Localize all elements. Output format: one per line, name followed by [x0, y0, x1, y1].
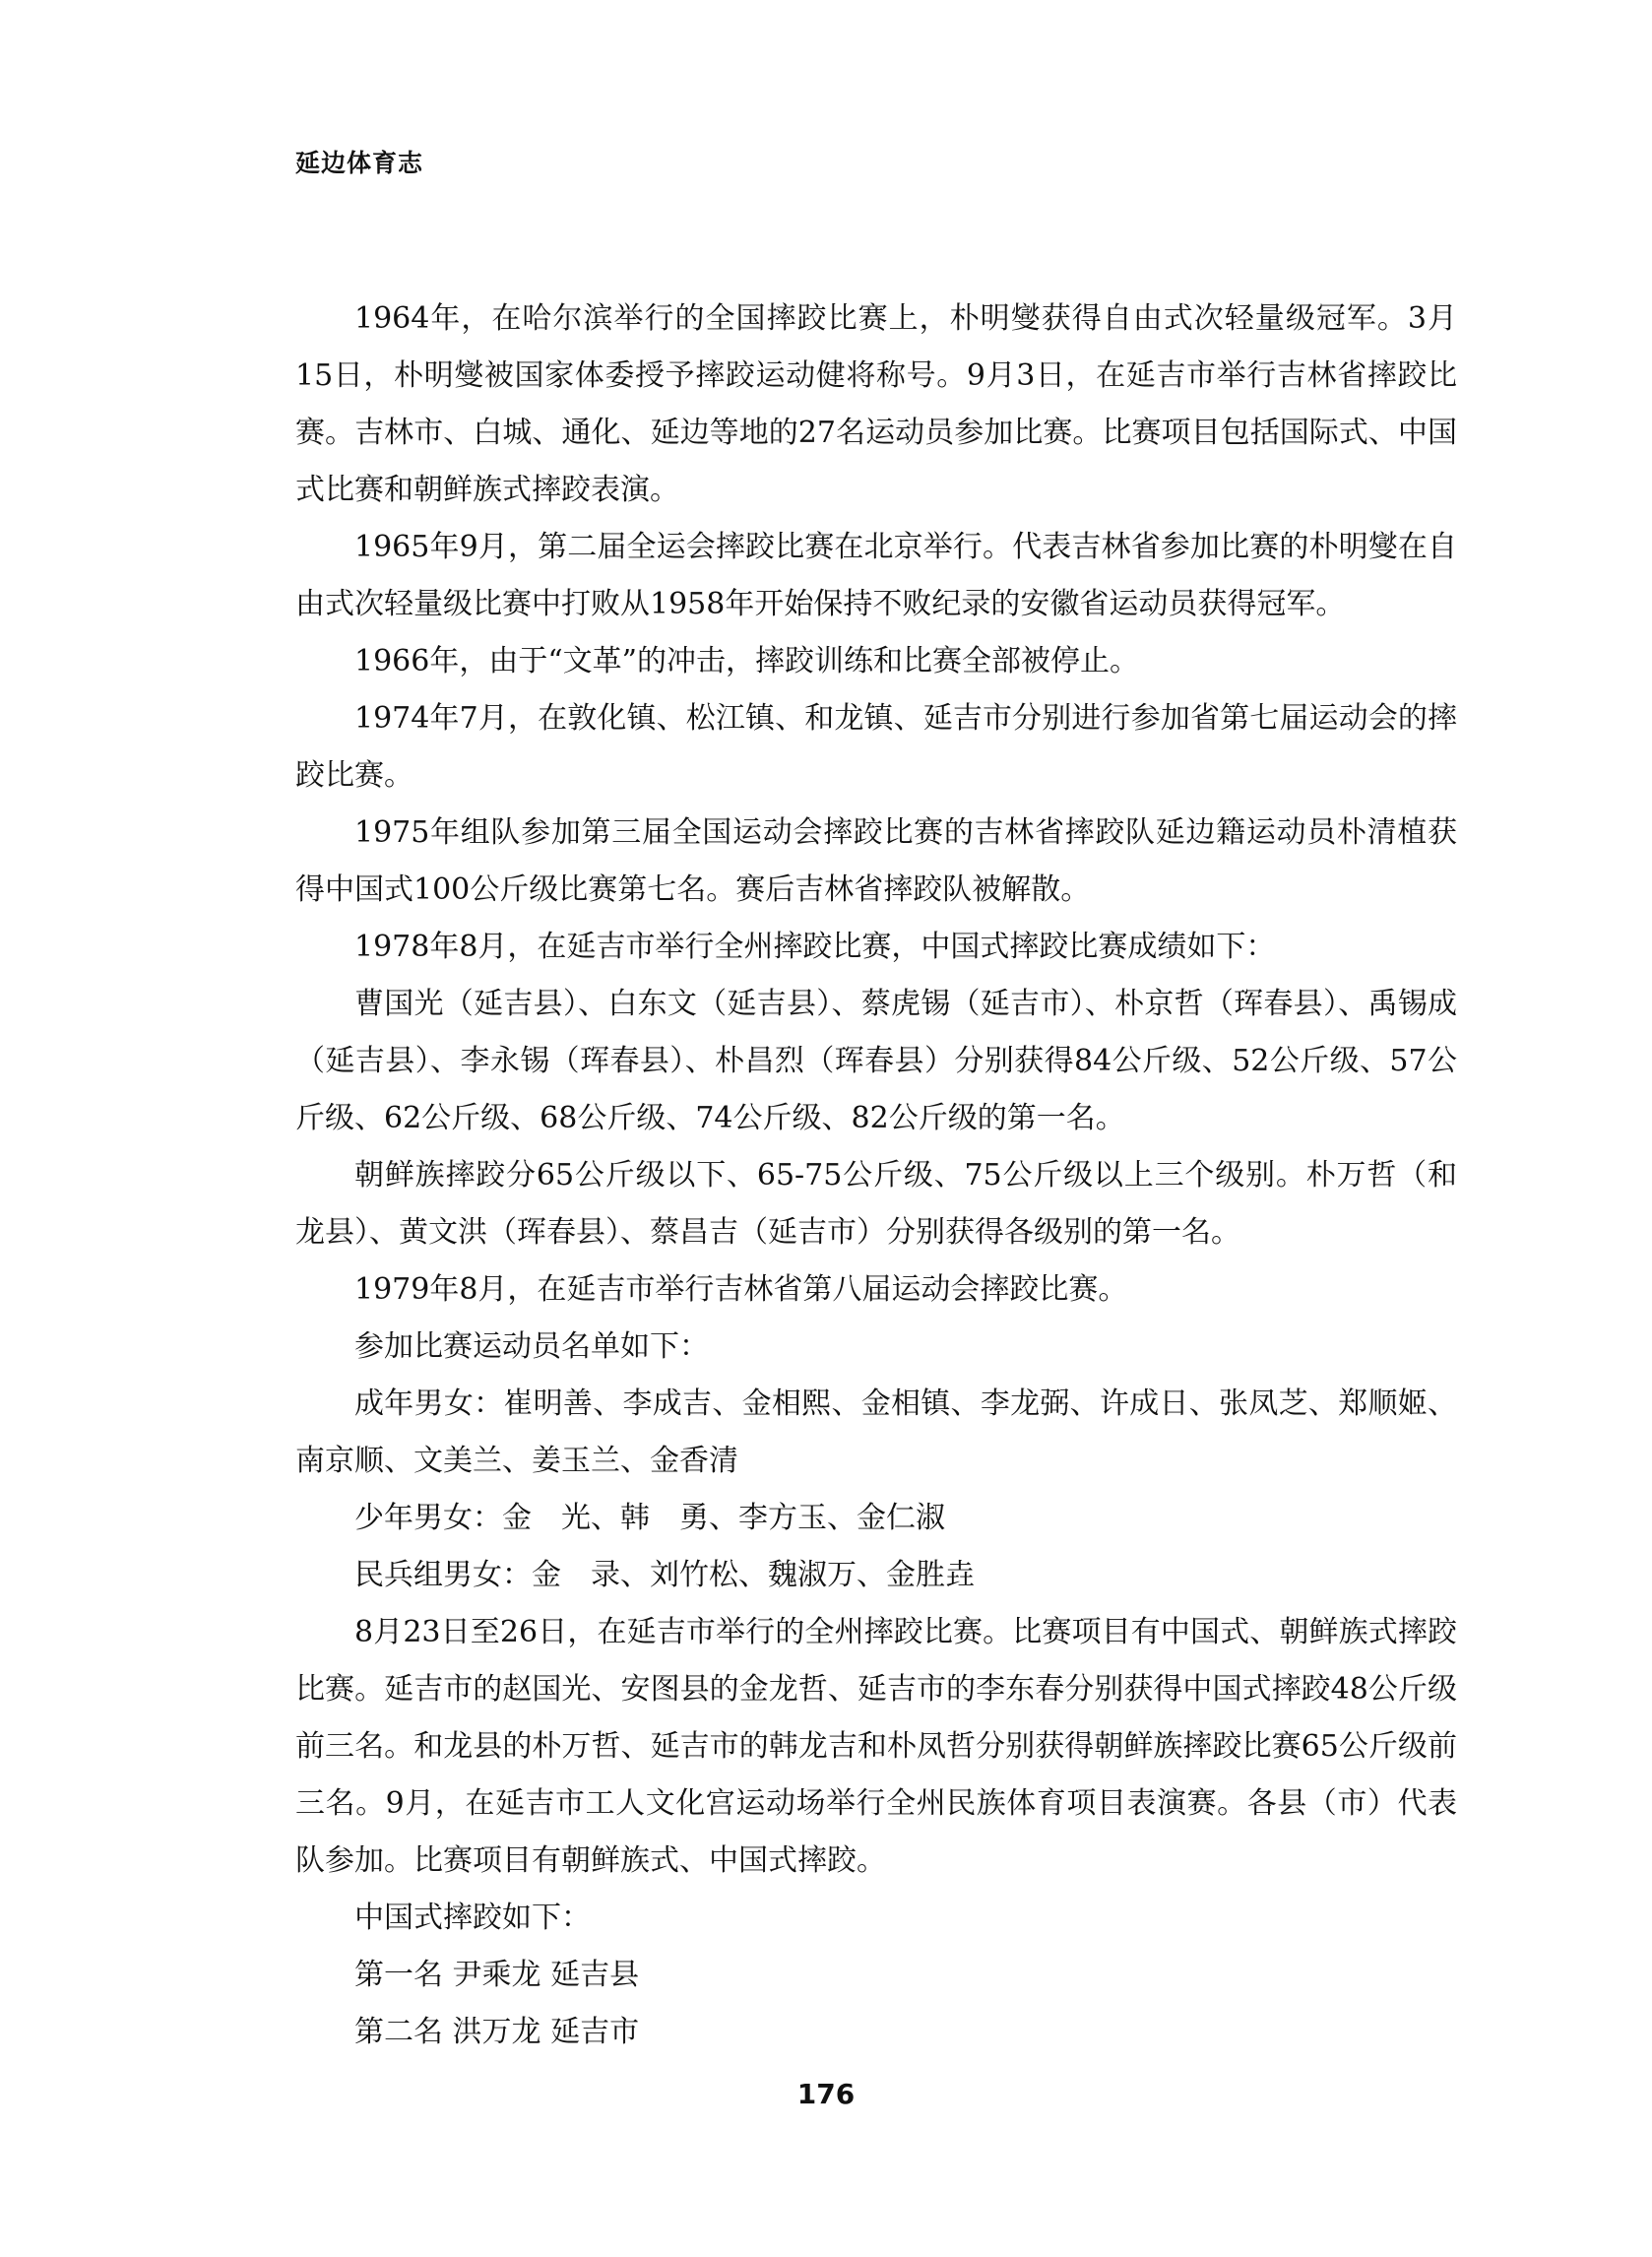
- paragraph: 1974年7月，在敦化镇、松江镇、和龙镇、延吉市分别进行参加省第七届运动会的摔跤比赛。: [295, 701, 1457, 793]
- paragraph: 曹国光（延吉县）、白东文（延吉县）、蔡虎锡（延吉市）、朴京哲（珲春县）、禹锡成（延吉县）、李永锡（珲春县）、朴昌烈（珲春县）分别获得84公斤级、52公斤级、57公斤级、62公斤级、68公斤级、74公斤级、82公斤级的第一名。: [295, 987, 1457, 1135]
- page-number: 176: [796, 2078, 856, 2110]
- paragraph: 民兵组男女：金 录、刘竹松、魏淑万、金胜垚: [354, 1558, 975, 1592]
- running-header: 延边体育志: [295, 149, 424, 177]
- paragraph: 1965年9月，第二届全运会摔跤比赛在北京举行。代表吉林省参加比赛的朴明燮在自由式次轻量级比赛中打败从1958年开始保持不败纪录的安徽省运动员获得冠军。: [295, 530, 1457, 621]
- paragraph: 中国式摔跤如下：: [354, 1901, 591, 1935]
- paragraph: 1975年组队参加第三届全国运动会摔跤比赛的吉林省摔跤队延边籍运动员朴清植获得中国式100公斤级比赛第七名。赛后吉林省摔跤队被解散。: [295, 815, 1457, 907]
- paragraph: 第二名 洪万龙 延吉市: [354, 2015, 640, 2049]
- paragraph: 朝鲜族摔跤分65公斤级以下、65-75公斤级、75公斤级以上三个级别。朴万哲（和龙县）、黄文洪（珲春县）、蔡昌吉（延吉市）分别获得各级别的第一名。: [295, 1158, 1457, 1250]
- paragraph: 参加比赛运动员名单如下：: [354, 1329, 709, 1364]
- paragraph: 1966年，由于“文革”的冲击，摔跤训练和比赛全部被停止。: [354, 644, 1140, 678]
- paragraph: 8月23日至26日，在延吉市举行的全州摔跤比赛。比赛项目有中国式、朝鲜族式摔跤比赛。延吉市的赵国光、安图县的金龙哲、延吉市的李东春分别获得中国式摔跤48公斤级前三名。和龙县的朴万哲、延吉市的韩龙吉和朴凤哲分别获得朝鲜族摔跤比赛65公斤级前三名。9月，在延吉市工人文化宫运动场举行全州民族体育项目表演赛。各县（市）代表队参加。比赛项目有朝鲜族式、中国式摔跤。: [295, 1615, 1457, 1878]
- paragraph: 1964年，在哈尔滨举行的全国摔跤比赛上，朴明燮获得自由式次轻量级冠军。3月15日，朴明燮被国家体委授予摔跤运动健将称号。9月3日，在延吉市举行吉林省摔跤比赛。吉林市、白城、通化、延边等地的27名运动员参加比赛。比赛项目包括国际式、中国式比赛和朝鲜族式摔跤表演。: [295, 301, 1457, 507]
- paragraph: 少年男女：金 光、韩 勇、李方玉、金仁淑: [354, 1501, 945, 1535]
- body-text: [295, 290, 1457, 2061]
- paragraph: 1978年8月，在延吉市举行全州摔跤比赛，中国式摔跤比赛成绩如下：: [354, 930, 1276, 964]
- paragraph: 1979年8月，在延吉市举行吉林省第八届运动会摔跤比赛。: [354, 1272, 1128, 1307]
- paragraph: 成年男女：崔明善、李成吉、金相熙、金相镇、李龙弼、许成日、张凤芝、郑顺姬、南京顺、文美兰、姜玉兰、金香清: [295, 1386, 1457, 1478]
- paragraph: 第一名 尹乘龙 延吉县: [354, 1958, 640, 1992]
